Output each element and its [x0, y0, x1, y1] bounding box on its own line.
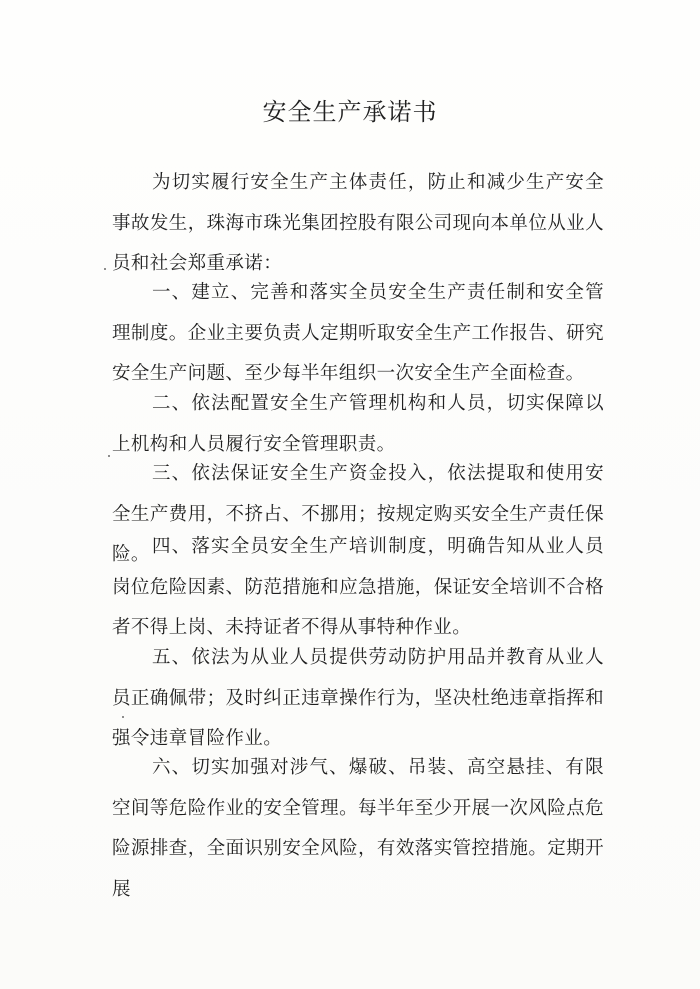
paragraph-item-3: 三、依法保证安全生产资金投入，依法提取和使用安全生产费用，不挤占、不挪用；按规定购买安全生产责任保险。 [112, 463, 604, 565]
scan-speck [104, 268, 106, 270]
paragraph-item-6: 六、切实加强对涉气、爆破、吊装、高空悬挂、有限空间等危险作业的安全管理。每半年至少开展一次风险点危险源排查，全面识别安全风险，有效落实管控措施。定期开展 [112, 757, 604, 900]
paragraph-item-1: 一、建立、完善和落实全员安全生产责任制和安全管理制度。企业主要负责人定期听取安全生产工作报告、研究安全生产问题、至少每半年组织一次安全生产全面检查。 [112, 282, 604, 384]
document-title: 安全生产承诺书 [262, 98, 438, 126]
paragraph-intro: 为切实履行安全生产主体责任，防止和减少生产安全事故发生，珠海市珠光集团控股有限公司现向本单位从业人员和社会郑重承诺： [112, 172, 604, 274]
paragraph-item-4: 四、落实全员安全生产培训制度，明确告知从业人员岗位危险因素、防范措施和应急措施，保证安全培训不合格者不得上岗、未持证者不得从事特种作业。 [112, 536, 604, 638]
paragraph-item-2: 二、依法配置安全生产管理机构和人员，切实保障以上机构和人员履行安全管理职责。 [112, 393, 604, 455]
scan-speck [122, 716, 124, 718]
scan-speck [108, 455, 110, 457]
paragraph-item-5: 五、依法为从业人员提供劳动防护用品并教育从业人员正确佩带；及时纠正违章操作行为，坚决杜绝违章指挥和强令违章冒险作业。 [112, 647, 604, 749]
